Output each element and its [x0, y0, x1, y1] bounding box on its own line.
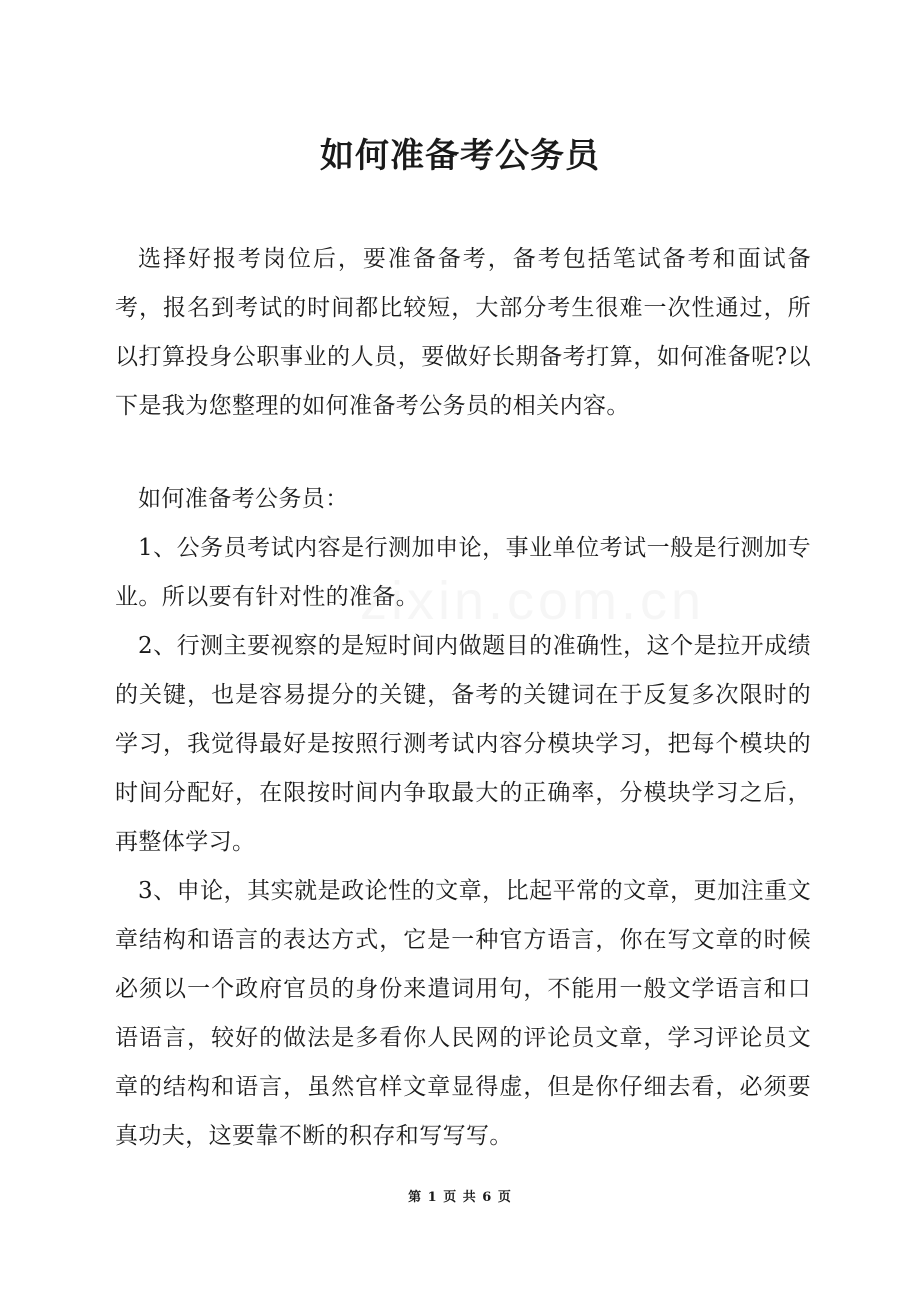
document-body — [115, 235, 811, 1161]
page-title: 如何准备考公务员 — [320, 136, 600, 176]
watermark: zixin.com.cn — [360, 571, 706, 631]
page-footer: 第 1 页 共 6 页 — [408, 1190, 512, 1205]
intro-paragraph: 选择好报考岗位后，要准备备考，备考包括笔试备考和面试备考，报名到考试的时间都比较短，大部分考生很难一次性通过，所以打算投身公职事业的人员，要做好长期备考打算，如何准备呢?以下是我为您整理的如何准备考公务员的相关内容。 — [115, 246, 811, 419]
paragraph-spacer — [115, 431, 811, 475]
list-item: 2、行测主要视察的是短时间内做题目的准确性，这个是拉开成绩的关键，也是容易提分的关键，备考的关键词在于反复多次限时的学习，我觉得最好是按照行测考试内容分模块学习，把每个模块的时间分配好，在限按时间内争取最大的正确率，分模块学习之后，再整体学习。 — [115, 633, 811, 855]
list-item: 3、申论，其实就是政论性的文章，比起平常的文章，更加注重文章结构和语言的表达方式，它是一种官方语言，你在写文章的时候必须以一个政府官员的身份来遣词用句，不能用一般文学语言和口语语言，较好的做法是多看你人民网的评论员文章，学习评论员文章的结构和语言，虽然官样文章显得虚，但是你仔细去看，必须要真功夫，这要靠不断的积存和写写写。 — [115, 878, 811, 1149]
section-heading: 如何准备考公务员： — [138, 486, 349, 512]
list-item: 1、公务员考试内容是行测加申论，事业单位考试一般是行测加专业。所以要有针对性的准备。 — [115, 535, 811, 610]
